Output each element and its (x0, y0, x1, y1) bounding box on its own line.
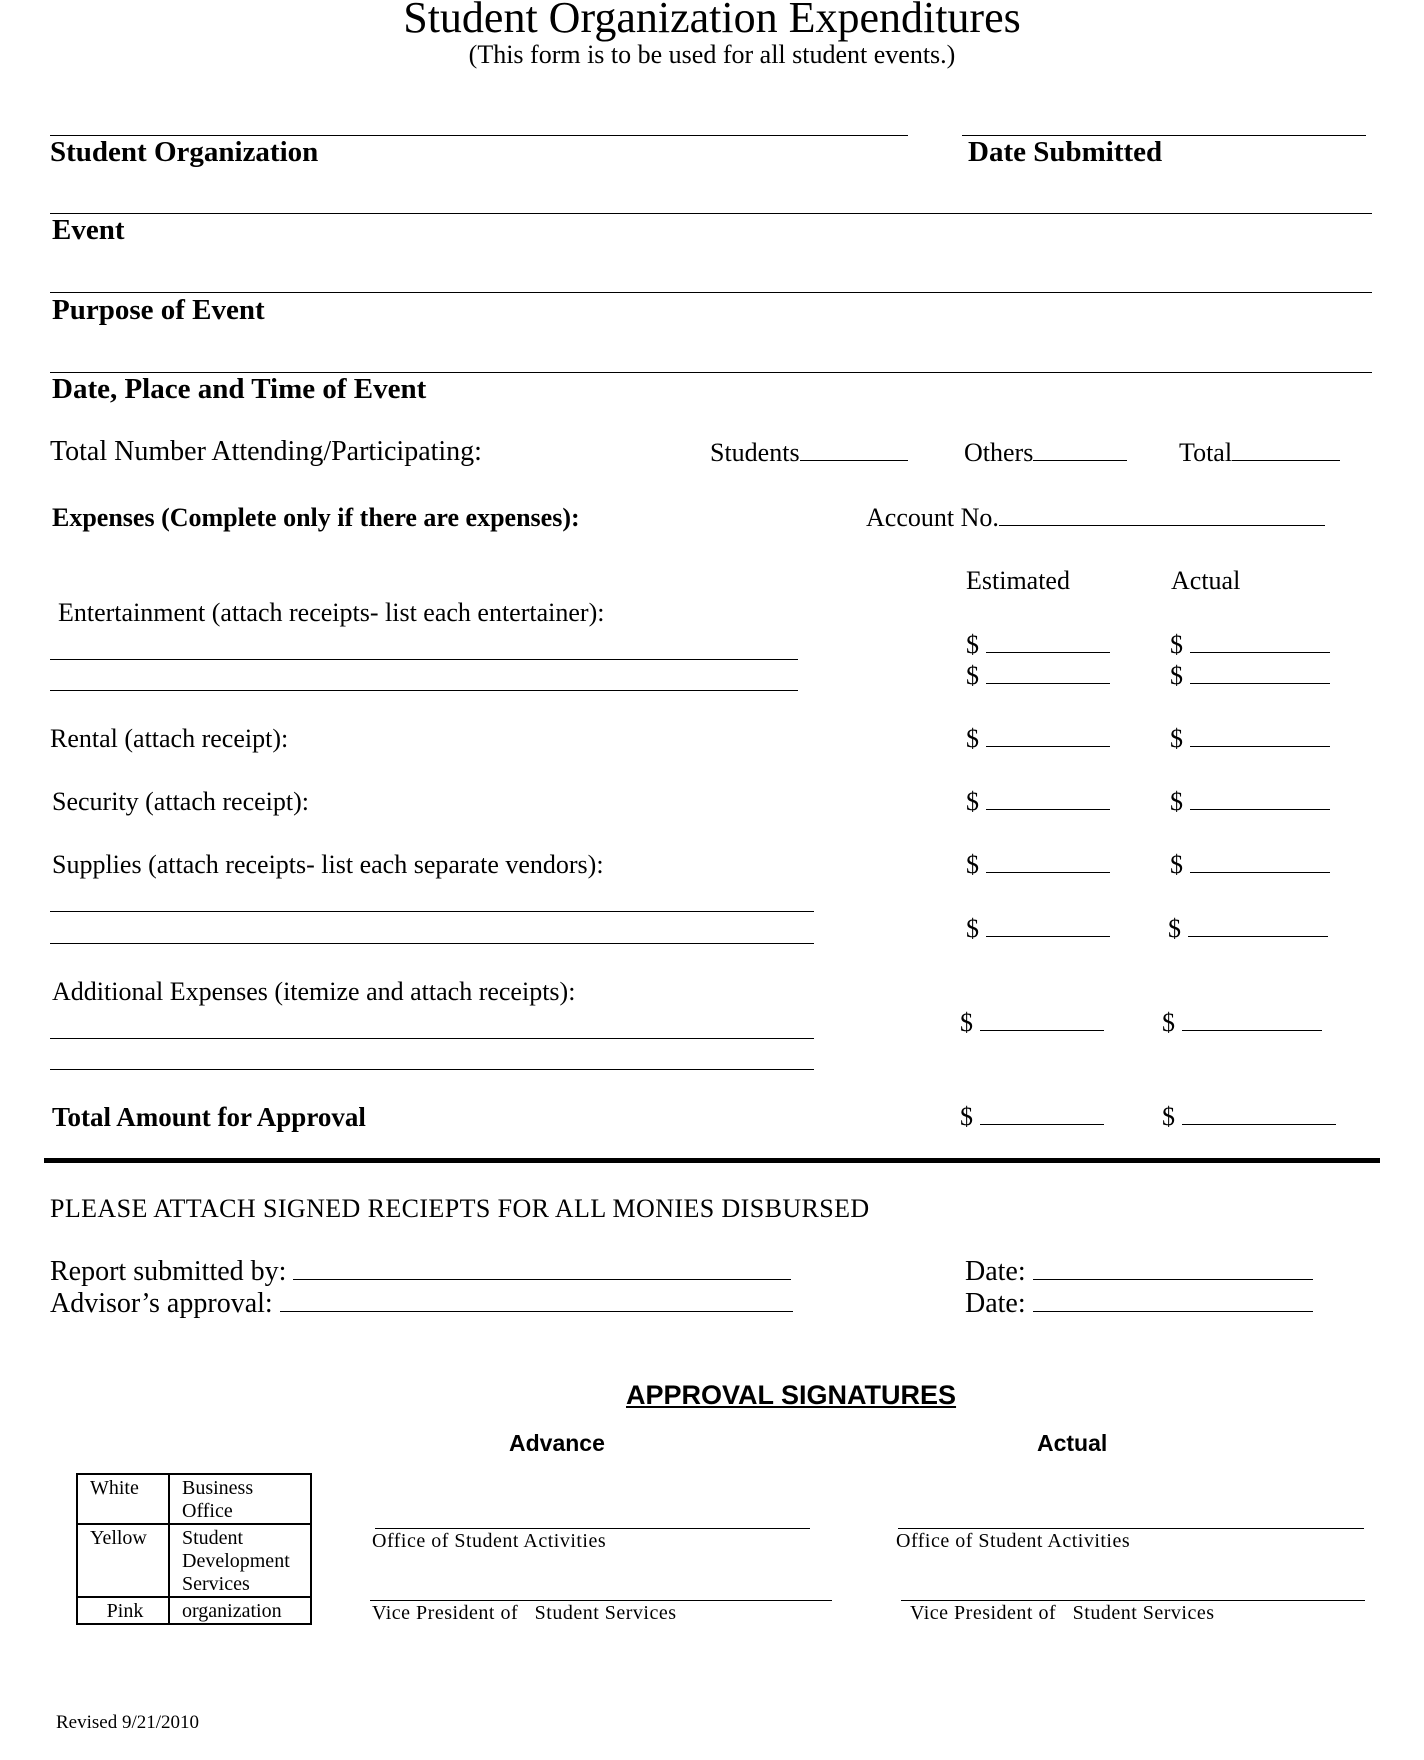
security-actual (1170, 787, 1330, 817)
entertainment-estimated-2 (966, 661, 1110, 691)
total-attending-field (1179, 438, 1340, 468)
actual-signatures-heading: Actual (1037, 1430, 1108, 1456)
supplies-estimated-1 (966, 850, 1110, 880)
copy-destination: Student Development Services (169, 1524, 311, 1597)
page-subtitle: (This form is to be used for all student events.) (468, 40, 956, 69)
dollar-sign: $ (1170, 661, 1183, 690)
report-submitted-label: Report submitted by: (50, 1256, 287, 1287)
supplies-actual-1 (1170, 850, 1330, 880)
rental-estimated (966, 724, 1110, 754)
copy-color: Yellow (77, 1524, 169, 1597)
advance-vp-signature-line[interactable] (370, 1600, 832, 1601)
advisor-approval-blank[interactable] (280, 1289, 793, 1312)
purpose-label: Purpose of Event (52, 294, 265, 326)
date-place-time-label: Date, Place and Time of Event (52, 373, 427, 405)
entertainment-estimated-1 (966, 630, 1110, 660)
student-organization-label: Student Organization (50, 136, 319, 168)
advance-student-activities-signature-line[interactable] (375, 1528, 810, 1529)
amount-blank[interactable] (1190, 787, 1330, 810)
additional-estimated (960, 1008, 1104, 1038)
report-submitted-blank[interactable] (293, 1257, 791, 1280)
amount-blank[interactable] (1190, 630, 1330, 653)
amount-blank[interactable] (986, 914, 1110, 937)
dollar-sign: $ (966, 787, 979, 816)
entertainment-actual-2 (1170, 661, 1330, 691)
total-attending-label: Total (1179, 438, 1233, 467)
report-date-blank[interactable] (1033, 1257, 1313, 1280)
security-estimated (966, 787, 1110, 817)
additional-expenses-label: Additional Expenses (itemize and attach receipts): (52, 977, 576, 1006)
purpose-line[interactable] (50, 292, 1372, 293)
actual-column-header: Actual (1171, 566, 1241, 595)
rental-label: Rental (attach receipt): (50, 724, 289, 753)
dollar-sign: $ (1168, 914, 1181, 943)
copy-color: Pink (77, 1597, 169, 1624)
dollar-sign: $ (1162, 1102, 1175, 1131)
amount-blank[interactable] (1190, 724, 1330, 747)
rental-actual (1170, 724, 1330, 754)
amount-blank[interactable] (986, 787, 1110, 810)
entertainment-line-1[interactable] (50, 659, 798, 660)
amount-blank[interactable] (1182, 1102, 1336, 1125)
additional-actual (1162, 1008, 1322, 1038)
dollar-sign: $ (960, 1008, 973, 1037)
advisor-approval-label: Advisor’s approval: (50, 1288, 273, 1319)
account-no-blank[interactable] (999, 503, 1325, 526)
amount-blank[interactable] (980, 1008, 1104, 1031)
advisor-date-label: Date: (965, 1288, 1026, 1319)
attendance-label: Total Number Attending/Participating: (50, 436, 482, 467)
supplies-actual-2 (1168, 914, 1328, 944)
copy-row (77, 1597, 311, 1624)
amount-blank[interactable] (986, 661, 1110, 684)
amount-blank[interactable] (1190, 850, 1330, 873)
entertainment-label: Entertainment (attach receipts- list each entertainer): (58, 598, 605, 627)
dollar-sign: $ (1162, 1008, 1175, 1037)
supplies-line-1[interactable] (50, 911, 814, 912)
approval-signatures-heading: APPROVAL SIGNATURES (626, 1380, 957, 1410)
copy-row (77, 1524, 311, 1597)
amount-blank[interactable] (1190, 661, 1330, 684)
actual-vp-signature-line[interactable] (901, 1600, 1365, 1601)
receipts-notice: PLEASE ATTACH SIGNED RECIEPTS FOR ALL MONIES DISBURSED (50, 1194, 870, 1223)
actual-student-activities-label: Office of Student Activities (896, 1530, 1131, 1552)
copy-destination: organization (169, 1597, 311, 1624)
total-estimated (960, 1102, 1104, 1132)
amount-blank[interactable] (986, 850, 1110, 873)
amount-blank[interactable] (1182, 1008, 1322, 1031)
total-actual (1162, 1102, 1336, 1132)
date-submitted-label: Date Submitted (968, 136, 1163, 168)
entertainment-actual-1 (1170, 630, 1330, 660)
students-blank[interactable] (800, 438, 908, 461)
copy-destination: Business Office (169, 1474, 311, 1524)
advisor-date-blank[interactable] (1033, 1289, 1313, 1312)
event-label: Event (52, 214, 125, 246)
copy-color: White (77, 1474, 169, 1524)
amount-blank[interactable] (986, 724, 1110, 747)
advance-vp-label: Vice President of Student Services (372, 1602, 677, 1624)
total-amount-label: Total Amount for Approval (52, 1102, 366, 1132)
advance-heading: Advance (509, 1430, 605, 1456)
section-divider (44, 1158, 1380, 1163)
dollar-sign: $ (960, 1102, 973, 1131)
others-label: Others (964, 438, 1034, 467)
report-date-label: Date: (965, 1256, 1026, 1287)
account-no-label: Account No. (866, 503, 999, 532)
advisor-approval-field (50, 1288, 793, 1320)
dollar-sign: $ (966, 850, 979, 879)
account-no-field (866, 503, 1325, 533)
students-field (710, 438, 908, 468)
revised-date: Revised 9/21/2010 (56, 1712, 200, 1733)
additional-line-2[interactable] (50, 1069, 814, 1070)
estimated-column-header: Estimated (966, 566, 1070, 595)
entertainment-line-2[interactable] (50, 690, 798, 691)
others-field (964, 438, 1127, 468)
actual-vp-label: Vice President of Student Services (910, 1602, 1215, 1624)
dollar-sign: $ (1170, 630, 1183, 659)
amount-blank[interactable] (986, 630, 1110, 653)
total-attending-blank[interactable] (1232, 438, 1340, 461)
amount-blank[interactable] (1188, 914, 1328, 937)
security-label: Security (attach receipt): (52, 787, 309, 816)
students-label: Students (710, 438, 800, 467)
additional-line-1[interactable] (50, 1038, 814, 1039)
others-blank[interactable] (1033, 438, 1127, 461)
actual-student-activities-signature-line[interactable] (898, 1528, 1364, 1529)
dollar-sign: $ (1170, 724, 1183, 753)
advisor-date-field (965, 1288, 1313, 1320)
advance-student-activities-label: Office of Student Activities (372, 1530, 607, 1552)
supplies-label: Supplies (attach receipts- list each separate vendors): (52, 850, 604, 879)
report-date-field (965, 1256, 1313, 1288)
dollar-sign: $ (1170, 850, 1183, 879)
dollar-sign: $ (966, 914, 979, 943)
copy-row (77, 1474, 311, 1524)
dollar-sign: $ (966, 661, 979, 690)
dollar-sign: $ (966, 724, 979, 753)
dollar-sign: $ (966, 630, 979, 659)
supplies-line-2[interactable] (50, 943, 814, 944)
page-title: Student Organization Expenditures (403, 0, 1021, 42)
event-line[interactable] (50, 213, 1372, 214)
copies-distribution-table (76, 1473, 312, 1625)
expenses-heading: Expenses (Complete only if there are expenses): (52, 503, 580, 532)
dollar-sign: $ (1170, 787, 1183, 816)
supplies-estimated-2 (966, 914, 1110, 944)
report-submitted-field (50, 1256, 791, 1288)
amount-blank[interactable] (980, 1102, 1104, 1125)
